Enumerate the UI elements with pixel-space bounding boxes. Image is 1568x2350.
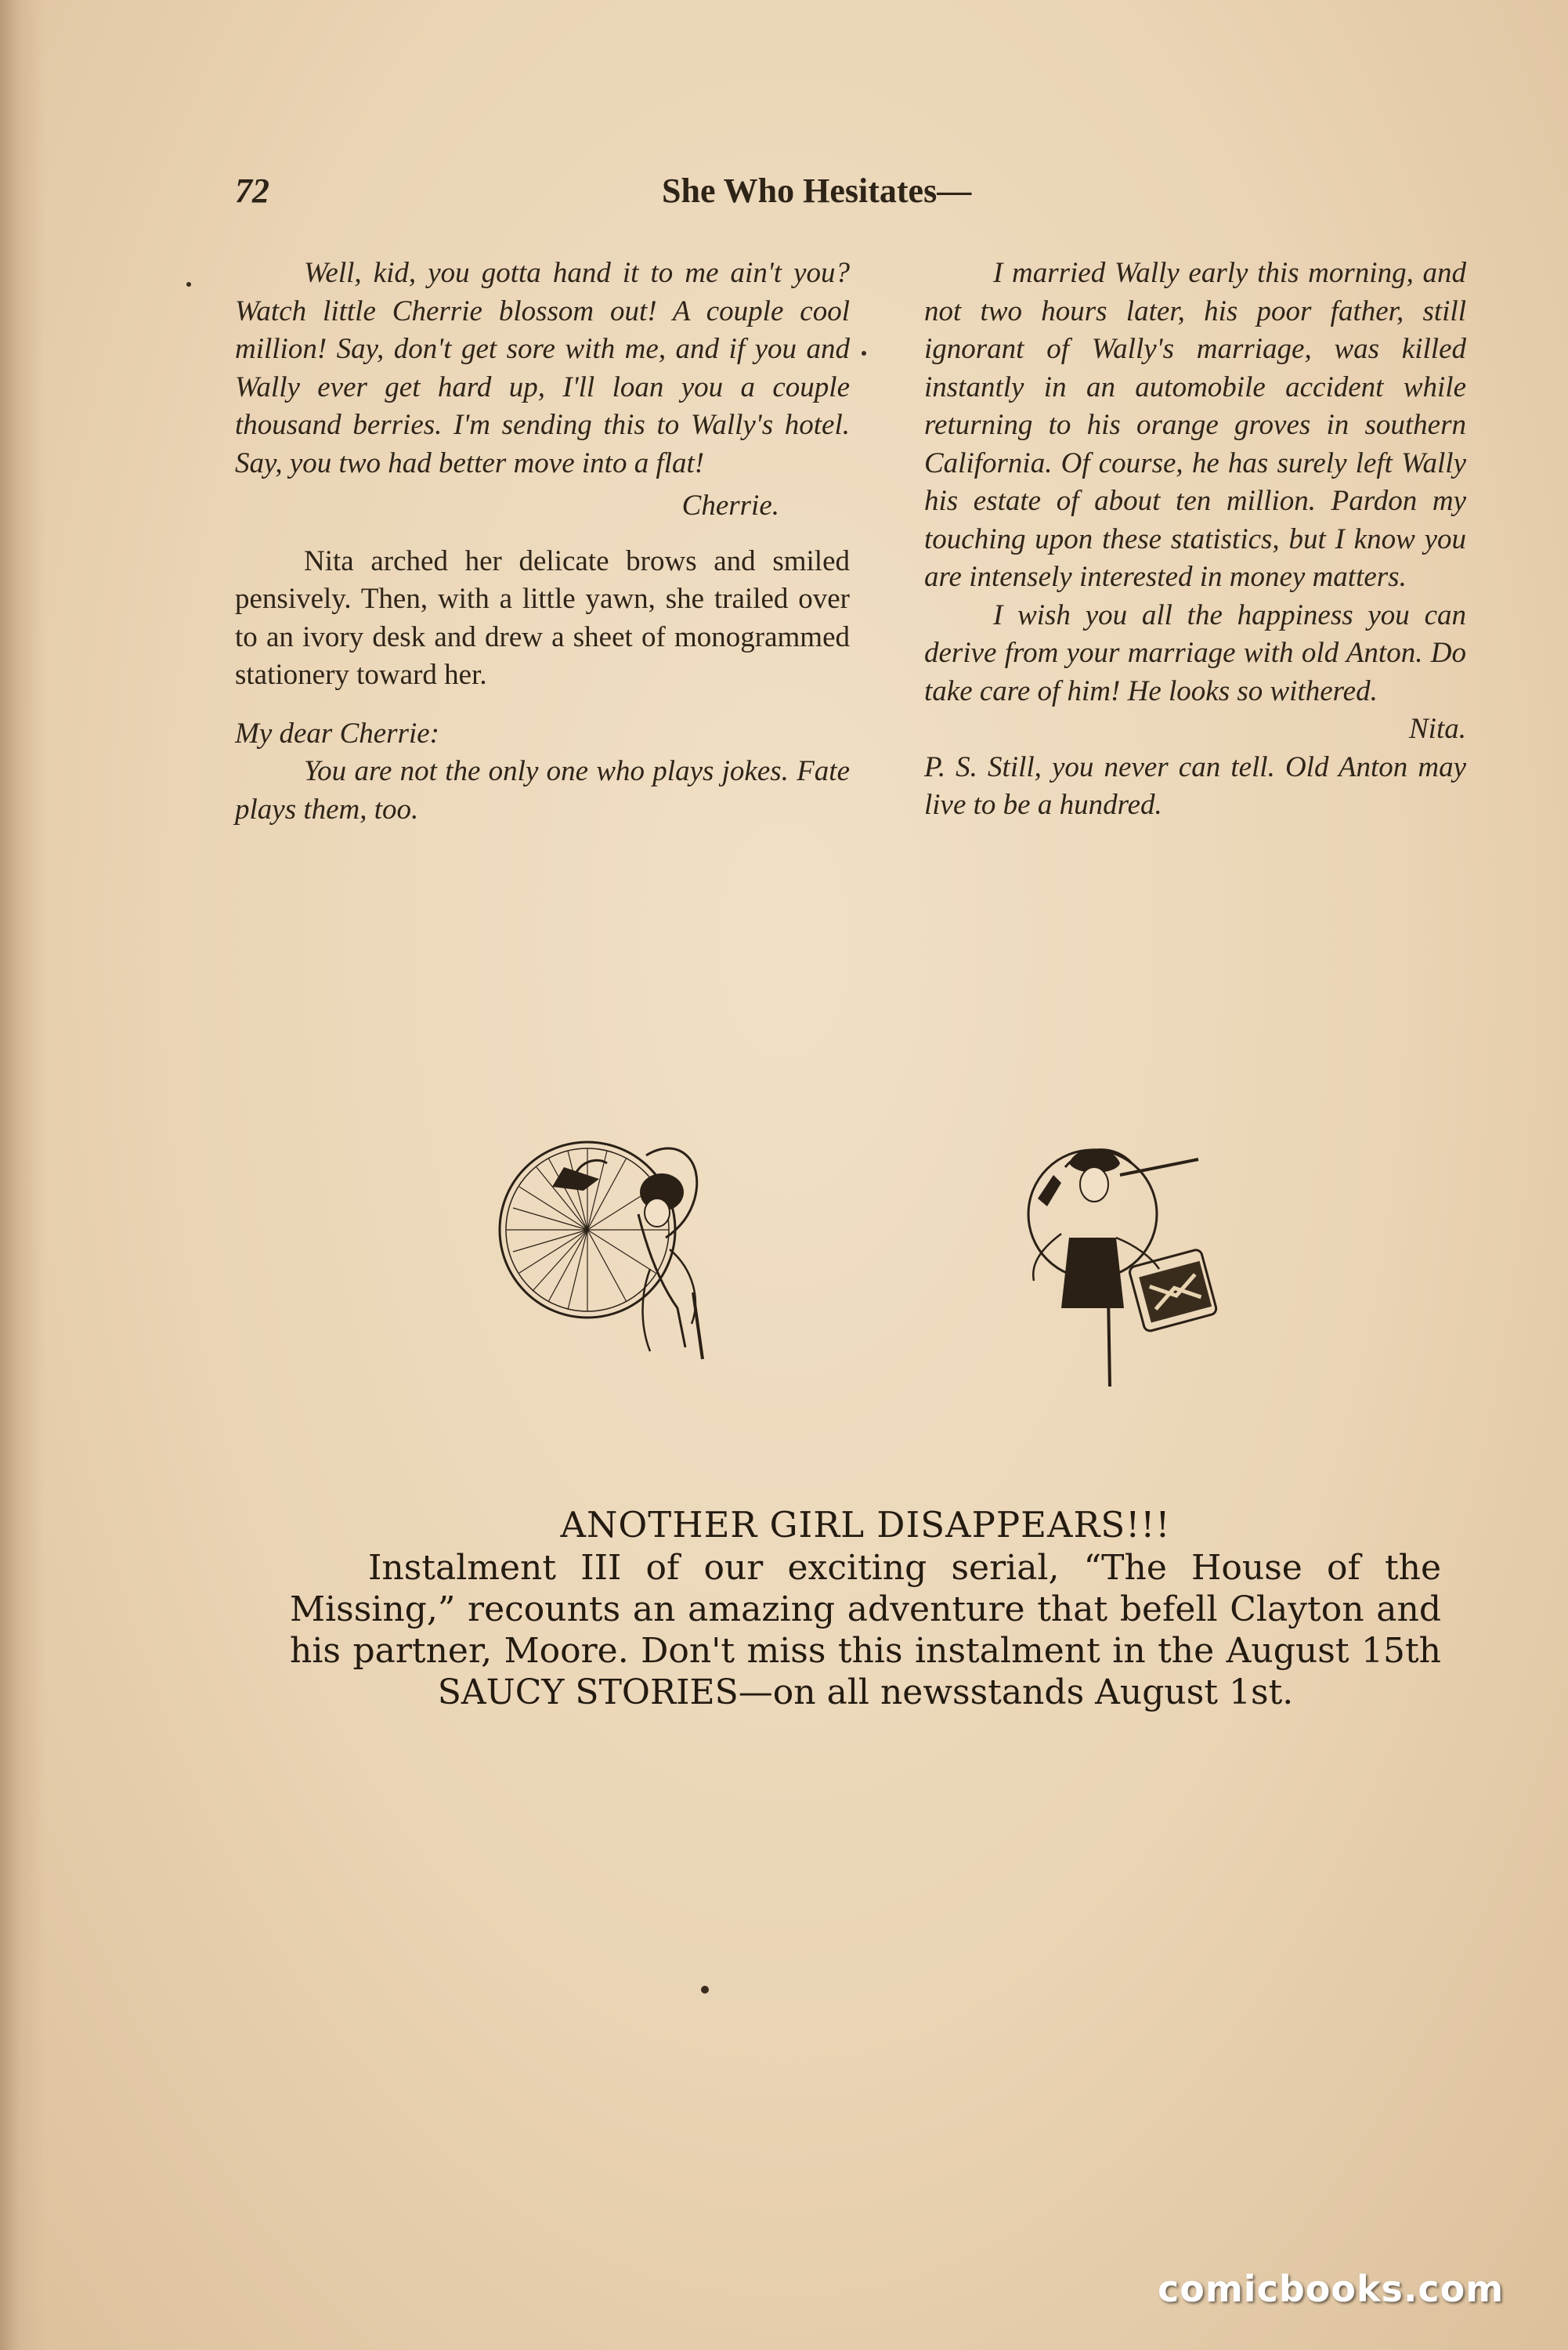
postscript: P. S. Still, you never can tell. Old Anton may live to be a hundred. xyxy=(924,750,1466,821)
right-column xyxy=(924,255,1466,825)
announcement-body: Instalment III of our exciting serial, “The House of the Missing,” recounts an amazing adventure that befell Clayton and his partner, Moore. Don't miss this instalment in the August 15th SAUCY STORIES—on all newsstands August 1st. xyxy=(290,1548,1441,1712)
woman-with-hatbox-illustration xyxy=(999,1128,1257,1386)
woman-with-fan-illustration xyxy=(490,1112,732,1363)
serial-announcement xyxy=(290,1504,1441,1713)
reply-paragraph-3: I wish you all the happiness you can derive from your marriage with old Anton. Do take care of him! He looks so withered. xyxy=(924,598,1466,707)
site-watermark: comicbooks.com xyxy=(1158,2268,1505,2310)
cherrie-letter-text: Well, kid, you gotta hand it to me ain't you? Watch little Cherrie blossom out! A couple cool million! Say, don't get sore with me, and if you and Wally ever get hard up, I'll loan you a couple thousand berries. I'm sending this to Wally's hotel. Say, you two had better move into a flat! xyxy=(235,257,850,479)
ink-speck xyxy=(186,282,191,287)
cherrie-signature: Cherrie. xyxy=(681,490,779,522)
narrative-paragraph: Nita arched her delicate brows and smiled pensively. Then, with a little yawn, she trailed over to an ivory desk and drew a sheet of monogrammed stationery toward her. xyxy=(235,544,850,691)
announcement-headline: ANOTHER GIRL DISAPPEARS!!! xyxy=(560,1504,1171,1546)
nita-signature: Nita. xyxy=(1409,713,1466,745)
reply-salutation: My dear Cherrie: xyxy=(235,717,439,750)
page-number: 72 xyxy=(235,172,269,210)
reply-paragraph-1: You are not the only one who plays jokes. Fate plays them, too. xyxy=(235,755,850,826)
page-binding-edge xyxy=(0,0,45,2350)
ink-speck xyxy=(862,351,866,356)
reply-paragraph-2: I married Wally early this morning, and not two hours later, his poor father, still ignorant of Wally's marriage, was killed instantly in an automobile accident while returning to his orange groves in southern California. Of course, he has surely left Wally his estate of about ten million. Pardon my touching upon these statistics, but I know you are intensely interested in money matters. xyxy=(924,257,1466,593)
left-column xyxy=(235,255,850,829)
running-title: She Who Hesitates— xyxy=(662,172,972,210)
ink-speck xyxy=(701,1986,709,1994)
